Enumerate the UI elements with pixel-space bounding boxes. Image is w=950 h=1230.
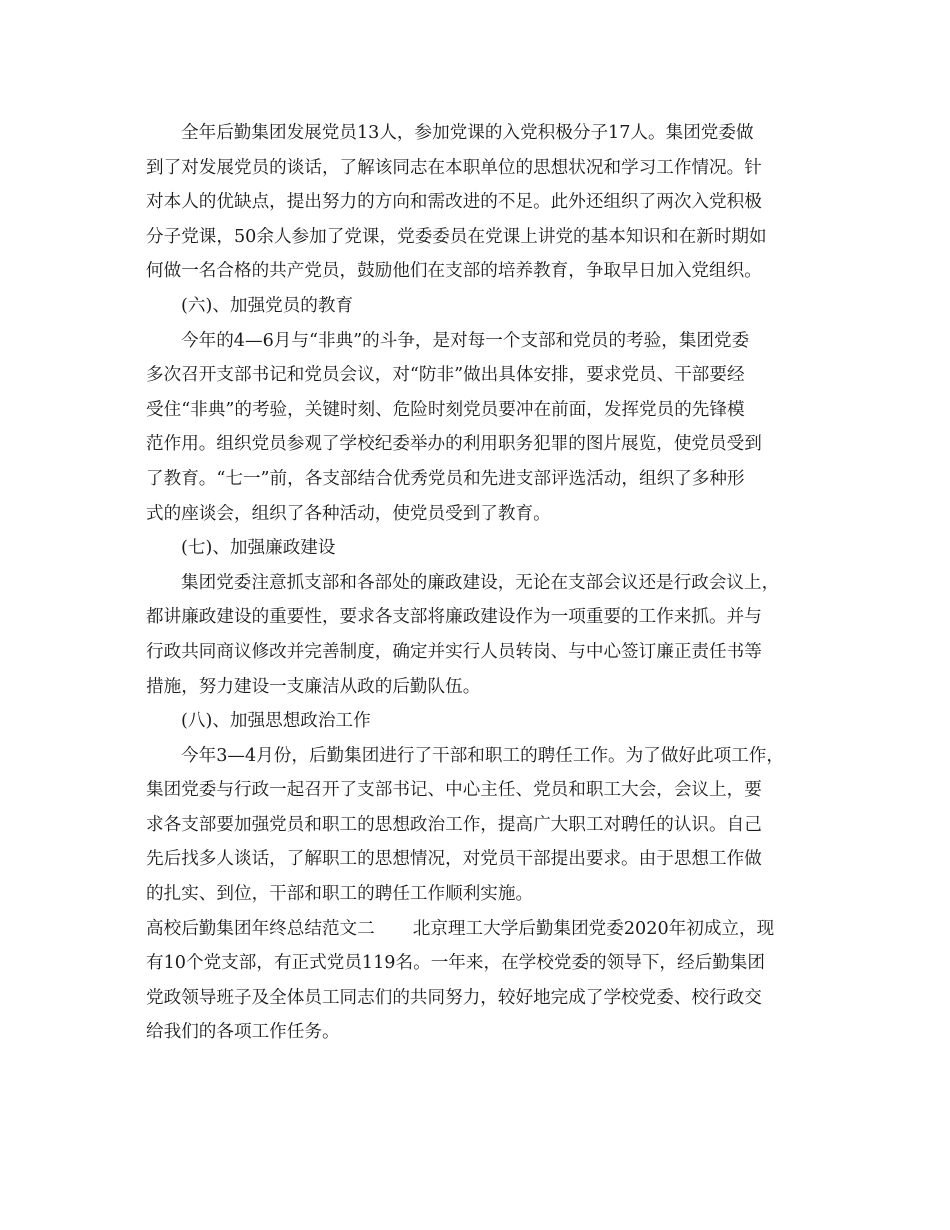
paragraph-line: 有10个党支部，有正式党员119名。一年来，在学校党委的领导下，经后勤集团 xyxy=(146,953,765,974)
section-heading: (七)、加强廉政建设 xyxy=(181,538,336,559)
paragraph-line: 今年3—4月份，后勤集团进行了干部和职工的聘任工作。为了做好此项工作， xyxy=(181,745,784,766)
paragraph-line: 给我们的各项工作任务。 xyxy=(146,1022,340,1043)
paragraph-line-start: 北京理工大学后勤集团党委2020年初成立，现 xyxy=(412,918,775,939)
paragraph-line: 何做一名合格的共产党员，鼓励他们在支部的培养教育，争取早日加入党组织。 xyxy=(146,261,762,282)
title-line xyxy=(146,912,806,947)
paragraph-line: 先后找多人谈话，了解职工的思想情况，对党员干部提出要求。由于思想工作做 xyxy=(146,849,762,870)
paragraph-line: 的扎实、到位，干部和职工的聘任工作顺利实施。 xyxy=(146,884,534,905)
paragraph-line: 集团党委与行政一起召开了支部书记、中心主任、党员和职工大会，会议上，要 xyxy=(146,780,762,801)
paragraph-line: 到了对发展党员的谈话，了解该同志在本职单位的思想状况和学习工作情况。针 xyxy=(146,157,762,178)
paragraph-line: 范作用。组织党员参观了学校纪委举办的利用职务犯罪的图片展览，使党员受到 xyxy=(146,434,762,455)
paragraph-line: 全年后勤集团发展党员13人，参加党课的入党积极分子17人。集团党委做 xyxy=(181,123,754,143)
paragraph-line: 求各支部要加强党员和职工的思想政治工作，提高广大职工对聘任的认识。自己 xyxy=(146,814,762,835)
paragraph-line: 措施，努力建设一支廉洁从政的后勤队伍。 xyxy=(146,676,481,697)
paragraph-line: 对本人的优缺点，提出努力的方向和需改进的不足。此外还组织了两次入党积极 xyxy=(146,192,762,213)
paragraph-line: 都讲廉政建设的重要性，要求各支部将廉政建设作为一项重要的工作来抓。并与 xyxy=(146,607,762,628)
paragraph-line: 分子党课，50余人参加了党课，党委委员在党课上讲党的基本知识和在新时期如 xyxy=(146,226,767,247)
section-heading: (八)、加强思想政治工作 xyxy=(181,711,371,732)
paragraph-line: 受住“非典”的考验，关键时刻、危险时刻党员要冲在前面，发挥党员的先锋模 xyxy=(146,399,745,420)
paragraph-line: 集团党委注意抓支部和各部处的廉政建设，无论在支部会议还是行政会议上， xyxy=(181,572,780,593)
article-title: 高校后勤集团年终总结范文二 xyxy=(146,918,375,939)
paragraph-line: 行政共同商议修改并完善制度，确定并实行人员转岗、与中心签订廉正责任书等 xyxy=(146,641,762,662)
paragraph-line: 多次召开支部书记和党员会议，对“防非”做出具体安排，要求党员、干部要经 xyxy=(146,365,745,386)
paragraph-line: 今年的4—6月与“非典”的斗争，是对每一个支部和党员的考验，集团党委 xyxy=(181,330,750,351)
paragraph-line: 了教育。“七一”前，各支部结合优秀党员和先进支部评选活动，组织了多种形 xyxy=(146,468,745,489)
paragraph-line: 党政领导班子及全体员工同志们的共同努力，较好地完成了学校党委、校行政交 xyxy=(146,987,762,1008)
section-heading: (六)、加强党员的教育 xyxy=(181,295,354,316)
document-body xyxy=(146,116,806,1050)
paragraph-line: 式的座谈会，组织了各种活动，使党员受到了教育。 xyxy=(146,503,551,524)
